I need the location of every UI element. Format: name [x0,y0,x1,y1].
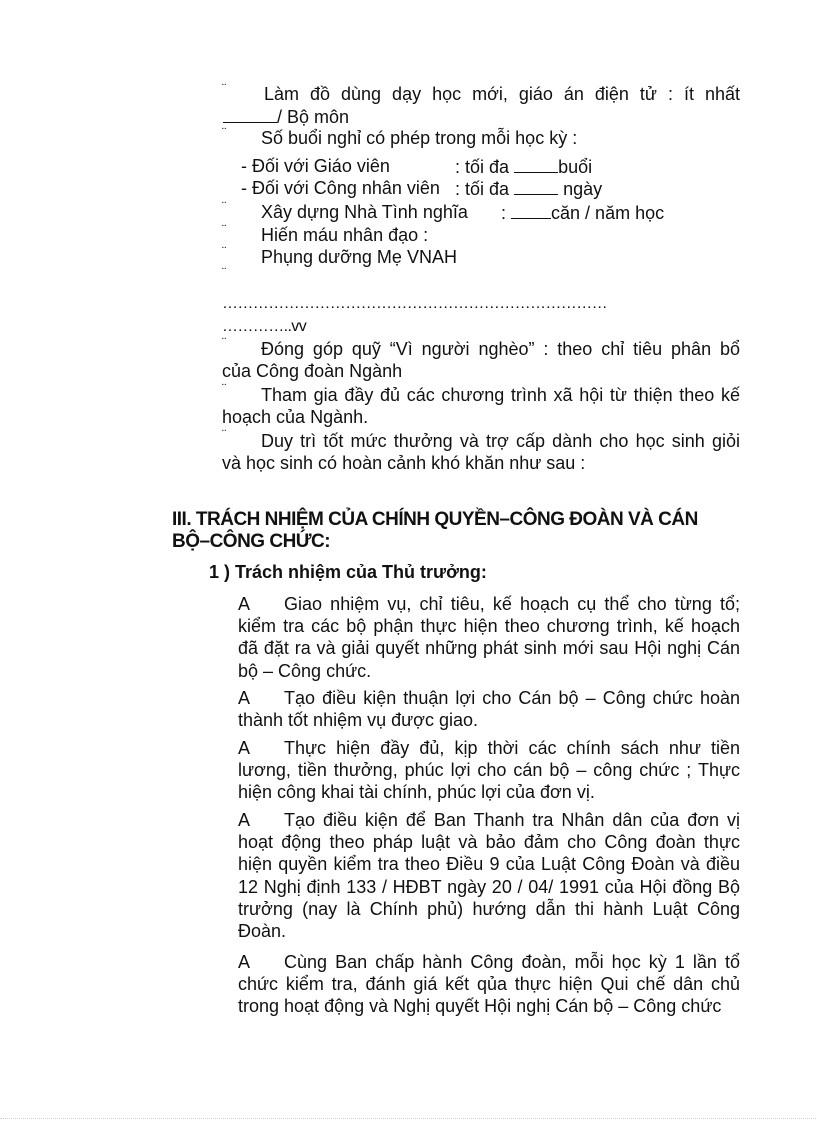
section-title-line1: III. TRÁCH NHIỆM CỦA CHÍNH QUYỀN–CÔNG ĐOÀN VÀ CÁN [172,509,698,530]
bullet-marker: ¨ [222,381,228,396]
paragraph-marker: A [238,952,251,972]
paragraph-text: Tạo điều kiện thuận lợi cho Cán bộ – Công chức hoàn thành tốt nhiệm vụ được giao. [238,688,740,731]
unit-label: căn / năm học [551,203,665,223]
item-teaching-materials: Làm đồ dùng dạy học mới, giáo án điện tử : ít nhất [264,84,740,104]
item-poor-fund-line1: Đóng góp quỹ “Vì người nghèo” : theo chỉ tiêu phân bổ [261,339,740,359]
paragraph-marker: A [238,738,251,758]
item-vnah-care: Phụng dưỡng Mẹ VNAH [261,247,457,267]
bullet-marker: ¨ [222,81,228,96]
sub-item-teachers-value [455,155,592,178]
paragraph-text: Thực hiện đầy đủ, kịp thời các chính sách như tiền lương, tiền thưởng, phúc lợi cho cán bộ – công chức ; Thực hiện công khai tài chính, phúc lợi của đơn vị. [238,738,740,803]
bullet-marker: ¨ [222,125,228,140]
paragraph-marker: A [238,594,251,614]
unit-label: ngày [563,179,603,199]
item-charity-programs-line2: hoạch của Ngành. [222,407,369,427]
item-charity-house-value [501,201,664,224]
item-leave-days: Số buổi nghỉ có phép trong mỗi học kỳ : [261,128,578,148]
responsibility-paragraph-1 [238,593,740,682]
blank-field [223,105,277,123]
bullet-marker: ¨ [222,244,228,259]
paragraph-marker: A [238,688,251,708]
bullet-marker: ¨ [222,335,228,350]
bullet-marker: ¨ [222,265,228,280]
responsibility-paragraph-4 [238,809,740,942]
paragraph-marker: A [238,810,251,830]
item-teaching-materials-cont [223,105,349,128]
section-title-line2: BỘ–CÔNG CHỨC: [172,531,331,552]
responsibility-paragraph-5 [238,951,740,1018]
per-subject-text: / Bộ môn [277,107,350,127]
blank-field [514,155,558,173]
subsection-title: 1 ) Trách nhiệm của Thủ trưởng: [209,562,487,582]
max-label: : tối đa [455,157,510,177]
paragraph-text: Tạo điều kiện để Ban Thanh tra Nhân dân của đơn vị hoạt động theo pháp luật và bảo đảm cho Công đoàn thực hiện quyền kiểm tra theo Điều 9 của Luật Công Đoàn và điều 12 Nghị định 133 / HĐBT ngày 20 / 04/ 1991 của Hội đồng Bộ trưởng (nay là Chính phủ) hướng dẫn thi hành Luật Công Đoàn. [238,810,740,942]
item-poor-fund-line2: của Công đoàn Ngành [222,361,403,381]
unit-label: buổi [558,157,593,177]
page-bottom-border [0,1118,816,1120]
item-charity-programs-line1: Tham gia đầy đủ các chương trình xã hội từ thiện theo kế [261,385,740,405]
paragraph-text: Cùng Ban chấp hành Công đoàn, mỗi học kỳ 1 lần tổ chức kiểm tra, đánh giá kết qủa thực hiện Qui chế dân chủ trong hoạt động và Nghị quyết Hội nghị Cán bộ – Công chức [238,952,740,1017]
blank-field [514,177,558,195]
dotted-line-vv: …………..vv [222,318,307,335]
dotted-line: ………………………………………………………………… [222,295,608,312]
item-charity-house: Xây dựng Nhà Tình nghĩa [261,202,468,222]
bullet-marker: ¨ [222,427,228,442]
bullet-marker: ¨ [222,222,228,237]
item-blood-donation: Hiến máu nhân đạo : [261,225,429,245]
max-label: : tối đa [455,179,510,199]
item-student-awards-line2: và học sinh có hoàn cảnh khó khăn như sau : [222,453,586,473]
paragraph-text: Giao nhiệm vụ, chỉ tiêu, kế hoạch cụ thể cho từng tổ; kiểm tra các bộ phận thực hiện theo chương trình, kế hoạch đã đặt ra và giải quyết những phát sinh mới sau Hội nghị Cán bộ – Công chức. [238,594,740,681]
blank-field [511,201,551,219]
bullet-marker: ¨ [222,199,228,214]
colon: : [501,203,507,223]
responsibility-paragraph-2 [238,687,740,731]
sub-item-staff-value [455,177,602,200]
item-student-awards-line1: Duy trì tốt mức thưởng và trợ cấp dành cho học sinh giỏi [261,431,740,451]
sub-item-staff-label: - Đối với Công nhân viên [241,178,440,198]
responsibility-paragraph-3 [238,737,740,804]
sub-item-teachers-label: - Đối với Giáo viên [241,156,390,176]
